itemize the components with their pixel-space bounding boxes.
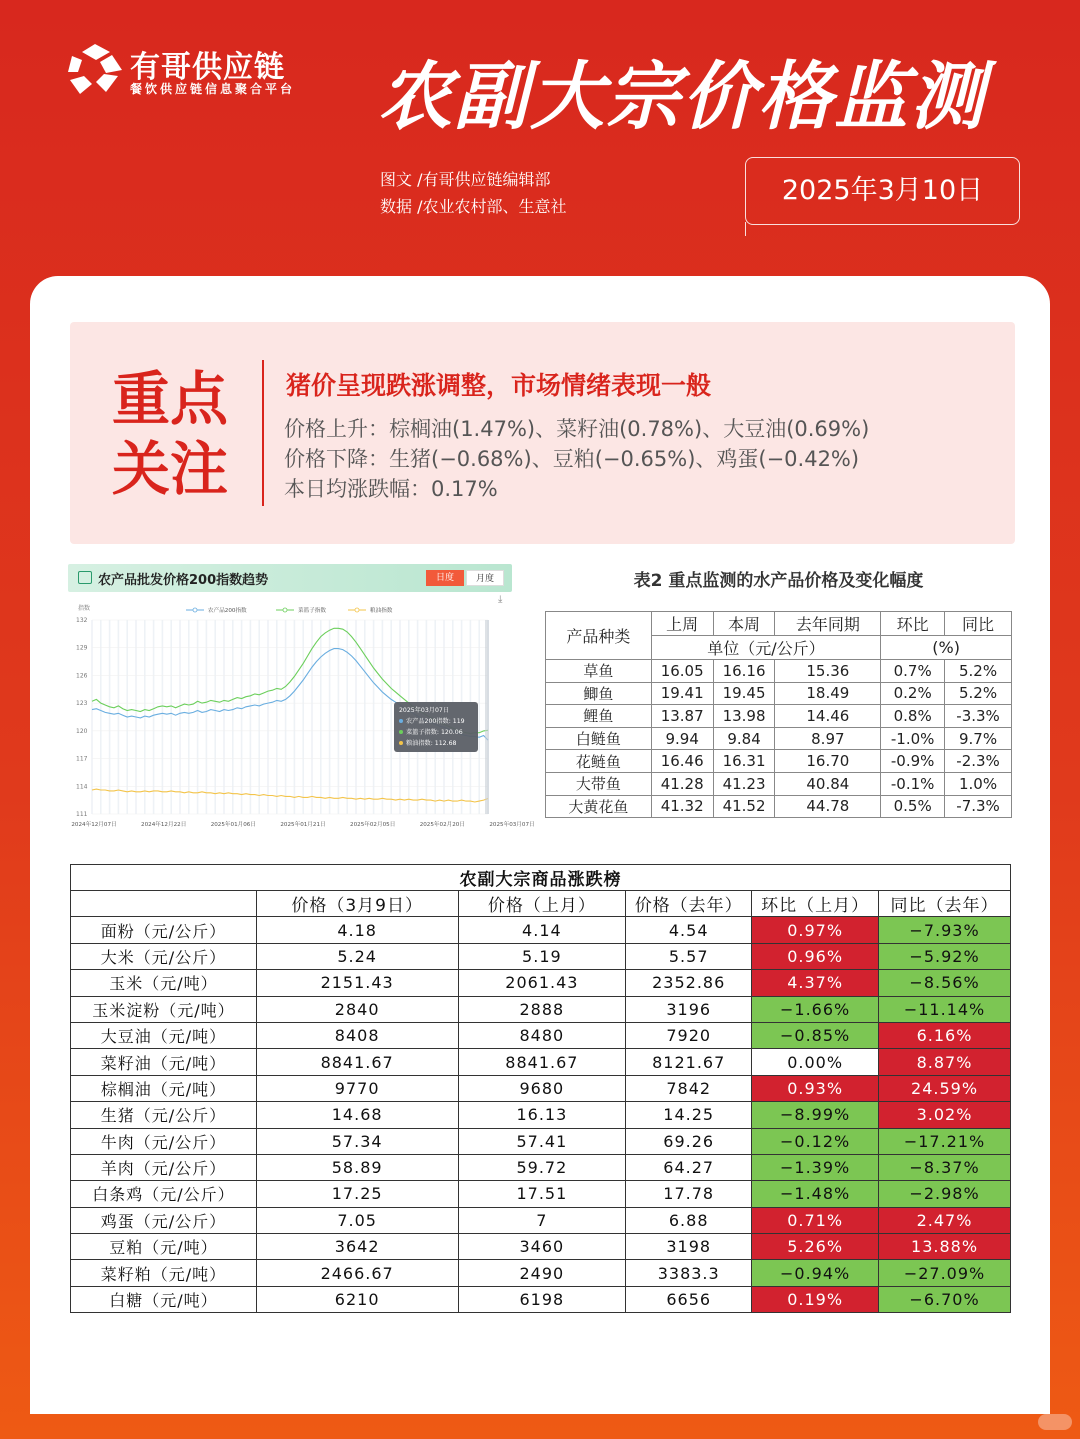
cell-commodity-name: 白糖（元/吨） (71, 1286, 257, 1312)
legend-marker (193, 608, 197, 612)
header-price-last-year: 价格（去年） (626, 891, 752, 917)
cell-yoy-change: −2.98% (879, 1181, 1011, 1207)
cell-yoy-change: −17.21% (879, 1128, 1011, 1154)
header-this-week: 本周 (713, 612, 775, 636)
cell-price-last-year: 2352.86 (626, 970, 752, 996)
cell-price-last-month: 2490 (458, 1260, 626, 1286)
cell-mom-change: 0.19% (752, 1286, 879, 1312)
table-row (71, 1022, 1011, 1048)
cell-mom-change: 0.71% (752, 1207, 879, 1233)
cell-this-week: 13.98 (713, 705, 775, 728)
header-last-week: 上周 (651, 612, 713, 636)
cell-commodity-name: 牛肉（元/公斤） (71, 1128, 257, 1154)
cell-yoy: -7.3% (945, 795, 1012, 818)
cell-yoy-change: 13.88% (879, 1234, 1011, 1260)
legend-label: 农产品200指数 (208, 608, 247, 614)
brand-name: 有哥供应链 (130, 50, 285, 85)
y-tick-label: 129 (76, 644, 88, 652)
cell-price-current: 3642 (256, 1234, 458, 1260)
x-tick-label: 2025年02月05日 (350, 822, 396, 828)
header-unit-price: 单位（元/公斤） (651, 636, 880, 660)
header-last-year: 去年同期 (775, 612, 881, 636)
cell-mom-change: 0.96% (752, 943, 879, 969)
cell-price-last-month: 6198 (458, 1286, 626, 1312)
cell-last-week: 41.32 (651, 795, 713, 818)
cell-price-current: 57.34 (256, 1128, 458, 1154)
cell-commodity-name: 大豆油（元/吨） (71, 1022, 257, 1048)
cell-mom-change: 5.26% (752, 1234, 879, 1260)
cell-commodity-name: 菜籽粕（元/吨） (71, 1260, 257, 1286)
cell-last-year: 18.49 (775, 682, 881, 705)
aquatic-table-title: 表2 重点监测的水产品价格及变化幅度 (633, 571, 924, 591)
table-row (546, 772, 1012, 795)
table-row (546, 660, 1012, 683)
cell-mom-change: −0.85% (752, 1022, 879, 1048)
header-yoy: 同比（去年） (879, 891, 1011, 917)
header-category: 产品种类 (546, 612, 652, 660)
series-line (92, 789, 488, 802)
chart-title: 农产品批发价格200指数趋势 (98, 573, 269, 588)
cell-yoy-change: −6.70% (879, 1286, 1011, 1312)
cell-yoy: 5.2% (945, 660, 1012, 683)
cell-price-last-year: 14.25 (626, 1102, 752, 1128)
price-rise-line: 价格上升：棕榈油(1.47%)、菜籽油(0.78%)、大豆油(0.69%) (284, 417, 870, 441)
x-tick-label: 2025年01月21日 (280, 822, 326, 828)
cell-this-week: 16.16 (713, 660, 775, 683)
legend-label: 粮油指数 (370, 608, 393, 614)
cell-price-last-year: 8121.67 (626, 1049, 752, 1075)
cell-price-last-month: 8480 (458, 1022, 626, 1048)
table-row (546, 682, 1012, 705)
cell-yoy-change: 6.16% (879, 1022, 1011, 1048)
table-row (71, 1049, 1011, 1075)
page-title: 农副大宗价格监测 (378, 54, 986, 140)
header-unit-pct: (%) (881, 636, 1012, 660)
chart-icon (78, 571, 92, 584)
table-row (71, 1234, 1011, 1260)
cell-mom: 0.8% (881, 705, 945, 728)
cell-yoy: 5.2% (945, 682, 1012, 705)
y-tick-label: 123 (76, 700, 88, 708)
cell-price-current: 6210 (256, 1286, 458, 1312)
credit-data-source: 数据 /农业农村部、生意社 (380, 197, 567, 216)
cell-yoy-change: −8.56% (879, 970, 1011, 996)
cell-commodity-name: 鸡蛋（元/公斤） (71, 1207, 257, 1233)
cell-price-last-month: 59.72 (458, 1154, 626, 1180)
cell-yoy: -2.3% (945, 750, 1012, 773)
table-row (71, 1260, 1011, 1286)
cell-mom: 0.5% (881, 795, 945, 818)
cell-yoy-change: −7.93% (879, 917, 1011, 943)
cell-mom-change: −1.66% (752, 996, 879, 1022)
focus-label-line: 关注 (112, 435, 229, 503)
cell-yoy-change: 8.87% (879, 1049, 1011, 1075)
x-tick-label: 2024年12月07日 (71, 822, 117, 828)
cell-last-week: 19.41 (651, 682, 713, 705)
header-name (71, 891, 257, 917)
cell-commodity-name: 白条鸡（元/公斤） (71, 1181, 257, 1207)
cell-price-last-year: 3198 (626, 1234, 752, 1260)
credits (380, 166, 566, 220)
tooltip-date: 2025年03月07日 (399, 707, 450, 714)
cell-last-year: 14.46 (775, 705, 881, 728)
y-tick-label: 114 (76, 783, 88, 791)
cell-commodity-name: 菜籽油（元/吨） (71, 1049, 257, 1075)
cell-price-current: 8841.67 (256, 1049, 458, 1075)
x-tick-label: 2025年02月20日 (419, 822, 465, 828)
brand (66, 40, 336, 100)
focus-panel (70, 322, 1015, 544)
cell-fish-name: 草鱼 (546, 660, 652, 683)
cell-price-last-month: 2888 (458, 996, 626, 1022)
cell-price-last-year: 7920 (626, 1022, 752, 1048)
cell-last-year: 15.36 (775, 660, 881, 683)
header-mom: 环比（上月） (752, 891, 879, 917)
table-row (71, 1102, 1011, 1128)
header-price-current: 价格（3月9日） (256, 891, 458, 917)
cell-mom-change: −0.94% (752, 1260, 879, 1286)
cell-fish-name: 大黄花鱼 (546, 795, 652, 818)
cell-yoy-change: −8.37% (879, 1154, 1011, 1180)
tab-monthly[interactable]: 月度 (466, 570, 504, 586)
cell-price-current: 17.25 (256, 1181, 458, 1207)
commodity-table (70, 864, 1011, 1313)
x-tick-label: 2024年12月22日 (141, 822, 187, 828)
cell-price-last-month: 17.51 (458, 1181, 626, 1207)
cell-price-last-month: 4.14 (458, 917, 626, 943)
cell-mom-change: −8.99% (752, 1102, 879, 1128)
cell-price-last-month: 9680 (458, 1075, 626, 1101)
cell-yoy: -3.3% (945, 705, 1012, 728)
cell-commodity-name: 豆粕（元/吨） (71, 1234, 257, 1260)
tab-daily[interactable]: 日度 (426, 570, 464, 586)
table-row (71, 943, 1011, 969)
cell-last-week: 9.94 (651, 727, 713, 750)
cell-mom-change: 0.93% (752, 1075, 879, 1101)
table-row (71, 1154, 1011, 1180)
cell-last-week: 16.05 (651, 660, 713, 683)
table-row (71, 1075, 1011, 1101)
cell-yoy-change: −5.92% (879, 943, 1011, 969)
table-row (71, 1286, 1011, 1312)
table-row (71, 1207, 1011, 1233)
cell-this-week: 16.31 (713, 750, 775, 773)
table-row (71, 996, 1011, 1022)
y-tick-label: 111 (76, 811, 88, 818)
legend-marker (355, 608, 359, 612)
cell-yoy-change: −11.14% (879, 996, 1011, 1022)
header-mom: 环比 (881, 612, 945, 636)
brand-subtitle: 餐饮供应链信息聚合平台 (130, 82, 296, 96)
cell-price-current: 7.05 (256, 1207, 458, 1233)
cell-mom-change: −1.48% (752, 1181, 879, 1207)
cell-this-week: 9.84 (713, 727, 775, 750)
cell-commodity-name: 玉米（元/吨） (71, 970, 257, 996)
cell-price-last-year: 6656 (626, 1286, 752, 1312)
cell-fish-name: 鲫鱼 (546, 682, 652, 705)
table-row (546, 750, 1012, 773)
x-tick-label: 2025年03月07日 (489, 822, 535, 828)
cell-commodity-name: 羊肉（元/公斤） (71, 1154, 257, 1180)
header-yoy: 同比 (945, 612, 1012, 636)
cell-price-current: 2466.67 (256, 1260, 458, 1286)
cell-commodity-name: 面粉（元/公斤） (71, 917, 257, 943)
cell-price-last-month: 3460 (458, 1234, 626, 1260)
date-badge: 2025年3月10日 (745, 157, 1020, 225)
cell-mom-change: −0.12% (752, 1128, 879, 1154)
tooltip-value: 粮油指数: 112.68 (406, 740, 457, 747)
cell-price-last-year: 5.57 (626, 943, 752, 969)
cell-price-last-month: 2061.43 (458, 970, 626, 996)
cell-yoy-change: −27.09% (879, 1260, 1011, 1286)
cell-commodity-name: 生猪（元/公斤） (71, 1102, 257, 1128)
cell-price-last-month: 8841.67 (458, 1049, 626, 1075)
table-row (71, 1181, 1011, 1207)
cell-price-last-year: 17.78 (626, 1181, 752, 1207)
cell-this-week: 41.52 (713, 795, 775, 818)
table-row (71, 1128, 1011, 1154)
table-row (546, 727, 1012, 750)
aquatic-price-table (545, 611, 1012, 818)
chart-header (68, 564, 512, 592)
cell-price-last-month: 7 (458, 1207, 626, 1233)
focus-label (112, 364, 232, 504)
cell-price-last-year: 7842 (626, 1075, 752, 1101)
focus-headline: 猪价呈现跌涨调整，市场情绪表现一般 (286, 371, 712, 400)
cell-last-year: 8.97 (775, 727, 881, 750)
cell-price-current: 14.68 (256, 1102, 458, 1128)
cell-fish-name: 花鲢鱼 (546, 750, 652, 773)
cell-price-current: 5.24 (256, 943, 458, 969)
x-tick-label: 2025年01月06日 (210, 822, 256, 828)
cell-mom-change: 4.37% (752, 970, 879, 996)
commodity-table-caption: 农副大宗商品涨跌榜 (71, 865, 1011, 891)
cell-price-last-year: 64.27 (626, 1154, 752, 1180)
cell-last-year: 44.78 (775, 795, 881, 818)
cell-price-current: 8408 (256, 1022, 458, 1048)
y-tick-label: 117 (76, 755, 88, 763)
cell-price-last-year: 6.88 (626, 1207, 752, 1233)
cell-yoy-change: 24.59% (879, 1075, 1011, 1101)
table-row (546, 795, 1012, 818)
y-tick-label: 132 (76, 617, 88, 624)
cell-price-last-year: 3383.3 (626, 1260, 752, 1286)
tooltip-value: 农产品200指数: 119 (406, 718, 465, 725)
cell-last-year: 40.84 (775, 772, 881, 795)
header-price-last-month: 价格（上月） (458, 891, 626, 917)
cell-commodity-name: 棕榈油（元/吨） (71, 1075, 257, 1101)
date-badge-tail (745, 222, 759, 236)
average-change-line: 本日均涨跌幅：0.17% (284, 477, 498, 501)
table-row (546, 705, 1012, 728)
cell-mom: -0.9% (881, 750, 945, 773)
cell-price-current: 2151.43 (256, 970, 458, 996)
cell-fish-name: 白鲢鱼 (546, 727, 652, 750)
brand-logo-icon (66, 42, 124, 96)
cell-price-last-year: 4.54 (626, 917, 752, 943)
legend-label: 菜篮子指数 (298, 608, 326, 614)
cell-mom: 0.2% (881, 682, 945, 705)
focus-details (284, 414, 869, 504)
cell-price-last-month: 57.41 (458, 1128, 626, 1154)
cell-fish-name: 鲤鱼 (546, 705, 652, 728)
cell-last-week: 13.87 (651, 705, 713, 728)
cell-last-year: 16.70 (775, 750, 881, 773)
cell-last-week: 41.28 (651, 772, 713, 795)
tooltip-marker (399, 730, 403, 734)
index-line-chart (68, 598, 535, 830)
cell-this-week: 19.45 (713, 682, 775, 705)
cell-mom: -0.1% (881, 772, 945, 795)
cell-mom-change: −1.39% (752, 1154, 879, 1180)
tooltip-value: 菜篮子指数: 120.06 (406, 729, 463, 736)
cell-mom-change: 0.97% (752, 917, 879, 943)
legend-marker (283, 608, 287, 612)
focus-label-line: 重点 (112, 365, 229, 433)
cell-yoy-change: 3.02% (879, 1102, 1011, 1128)
y-tick-label: 126 (76, 672, 88, 680)
table-row (71, 970, 1011, 996)
cell-fish-name: 大带鱼 (546, 772, 652, 795)
cell-commodity-name: 玉米淀粉（元/吨） (71, 996, 257, 1022)
cell-this-week: 41.23 (713, 772, 775, 795)
cell-price-last-year: 69.26 (626, 1128, 752, 1154)
cell-mom: -1.0% (881, 727, 945, 750)
cell-price-current: 9770 (256, 1075, 458, 1101)
download-icon[interactable]: ⤓ (498, 594, 503, 605)
index-chart-panel (68, 564, 535, 830)
y-axis-label: 指数 (78, 605, 91, 612)
cell-price-last-year: 3196 (626, 996, 752, 1022)
table-row (71, 917, 1011, 943)
cell-price-current: 4.18 (256, 917, 458, 943)
price-fall-line: 价格下降：生猪(−0.68%)、豆粕(−0.65%)、鸡蛋(−0.42%) (284, 447, 860, 471)
cell-yoy: 9.7% (945, 727, 1012, 750)
cell-commodity-name: 大米（元/公斤） (71, 943, 257, 969)
cell-mom-change: 0.00% (752, 1049, 879, 1075)
cell-yoy: 1.0% (945, 772, 1012, 795)
cell-mom: 0.7% (881, 660, 945, 683)
cell-price-last-month: 16.13 (458, 1102, 626, 1128)
cell-last-week: 16.46 (651, 750, 713, 773)
cell-price-last-month: 5.19 (458, 943, 626, 969)
cell-yoy-change: 2.47% (879, 1207, 1011, 1233)
tooltip-marker (399, 719, 403, 723)
cell-price-current: 58.89 (256, 1154, 458, 1180)
tooltip-marker (399, 741, 403, 745)
cell-price-current: 2840 (256, 996, 458, 1022)
credit-text: 图文 /有哥供应链编辑部 (380, 170, 551, 189)
y-tick-label: 120 (76, 727, 88, 735)
watermark (1038, 1414, 1072, 1430)
focus-divider (262, 360, 264, 506)
